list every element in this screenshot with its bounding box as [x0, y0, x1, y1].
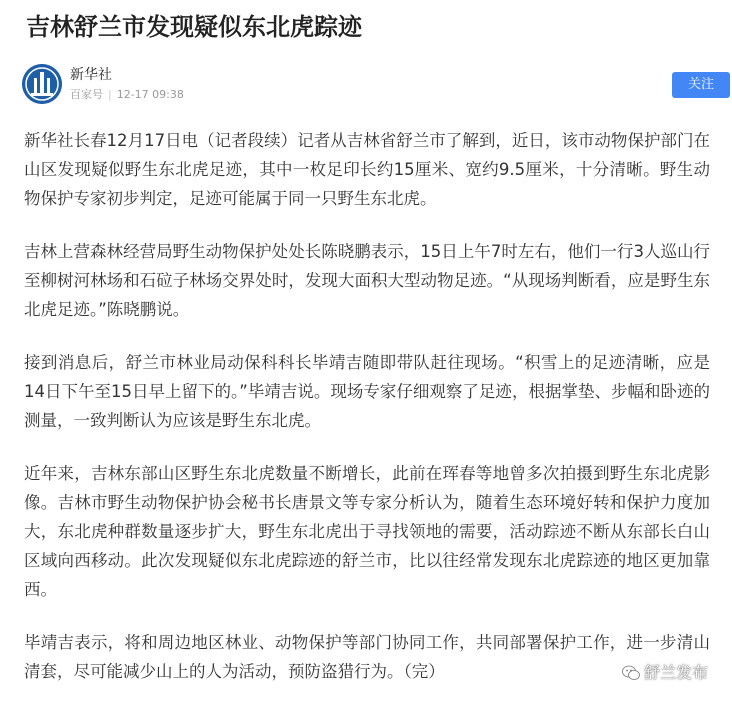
paragraph: 接到消息后，舒兰市林业局动保科科长毕靖吉随即带队赶往现场。“积雪上的足迹清晰，应是14日下午至15日早上留下的。”毕靖吉说。现场专家仔细观察了足迹，根据掌垫、步幅和卧迹的测量，一致判断认为应该是野生东北虎。	[24, 353, 710, 430]
paragraph: 吉林上营森林经营局野生动物保护处处长陈晓鹏表示，15日上午7时左右，他们一行3人巡山行至柳树河林场和石砬子林场交界处时，发现大面积大型动物足迹。“从现场判断看，应是野生东北虎足迹。”陈晓鹏说。	[24, 242, 710, 319]
author-meta	[70, 88, 184, 102]
watermark-text: 舒兰发布	[643, 663, 708, 682]
source-label: 百家号	[70, 88, 103, 101]
paragraph: 近年来，吉林东部山区野生东北虎数量不断增长，此前在珲春等地曾多次拍摄到野生东北虎影像。吉林市野生动物保护协会秘书长唐景文等专家分析认为，随着生态环境好转和保护力度加大，东北虎种群数量逐步扩大，野生东北虎出于寻找领地的需要，活动踪迹不断从东部长白山区域向西移动。此次发现疑似东北虎踪迹的舒兰市，比以往经常发现东北虎踪迹的地区更加靠西。	[24, 464, 710, 599]
follow-button[interactable]: 关注	[672, 72, 730, 98]
paragraph: 毕靖吉表示，将和周边地区林业、动物保护等部门协同工作，共同部署保护工作，进一步清山清套，尽可能减少山上的人为活动，预防盗猎行为。（完）	[24, 633, 710, 681]
author-name[interactable]: 新华社	[70, 67, 112, 83]
publish-date: 12-17 09:38	[116, 88, 184, 101]
watermark	[622, 662, 708, 684]
xinhua-logo-avatar[interactable]	[22, 64, 62, 104]
paragraph: 新华社长春12月17日电（记者段续）记者从吉林省舒兰市了解到，近日，该市动物保护部门在山区发现疑似野生东北虎足迹，其中一枚足印长约15厘米、宽约9.5厘米，十分清晰。野生动物保护专家初步判定，足迹可能属于同一只野生东北虎。	[24, 131, 710, 208]
article-body	[24, 126, 710, 710]
article-title: 吉林舒兰市发现疑似东北虎踪迹	[26, 13, 362, 41]
author-bar	[22, 64, 712, 108]
wechat-icon	[622, 665, 640, 681]
xinhua-logo-icon	[22, 64, 62, 104]
meta-separator: |	[108, 88, 112, 101]
